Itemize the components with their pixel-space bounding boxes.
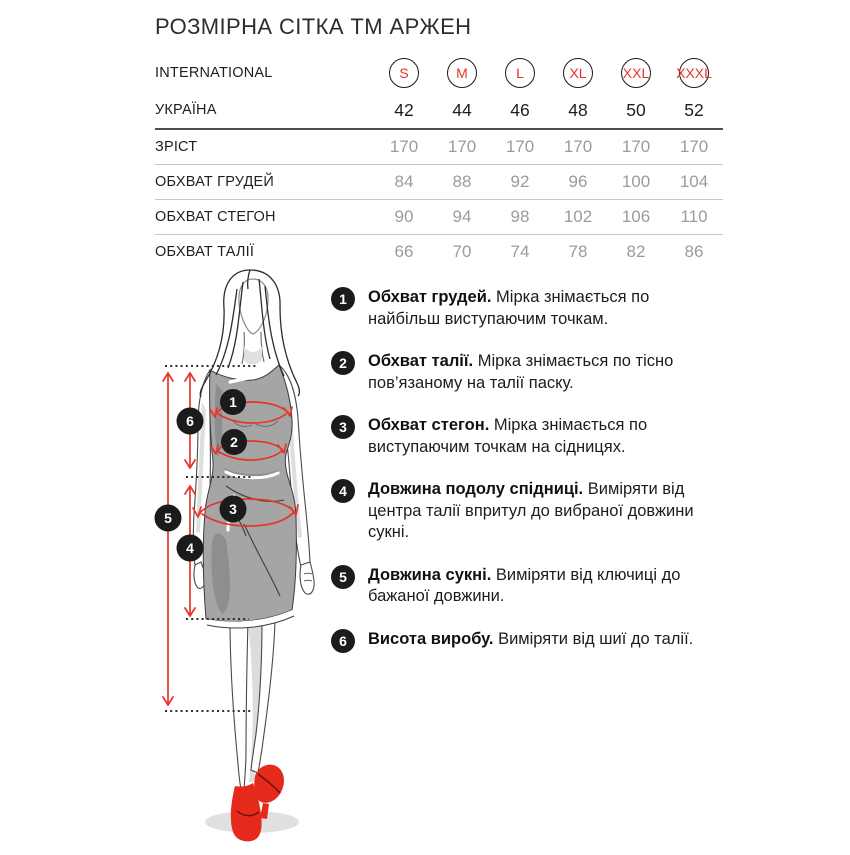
legend-item-3 [331,415,726,458]
table-cell: 42 [394,99,414,120]
size-letter: XXXL [676,65,712,81]
legend-term: Обхват стегон. [368,416,490,434]
legend-badge-5: 5 [331,565,355,589]
table-cell: 46 [510,99,530,120]
legend-item-2 [331,351,726,394]
legend-term: Обхват грудей. [368,288,492,306]
legend-term: Висота виробу. [368,629,494,648]
legend-badge-3: 3 [331,415,355,439]
legend-text-6 [368,629,700,651]
legend-text-5 [368,565,700,608]
legend-desc: Виміряти від шиї до талії. [498,629,694,648]
page-title: РОЗМІРНА СІТКА ТМ АРЖЕН [155,14,472,39]
size-circle-xxl [621,58,651,88]
legend-term: Обхват талії. [368,352,474,370]
figure-illustration [140,262,352,850]
table-row-chest [155,164,723,199]
table-cell: 170 [563,137,593,156]
legend-text-2 [368,351,700,394]
legend-desc: Виміряти від центра талії впритул до вибраної довжини сукні. [368,480,694,541]
legend-desc: Мірка знімається по найбільш виступаючим точкам. [368,288,650,328]
table-cell: 170 [621,137,651,156]
row-label-ukraine: УКРАЇНА [155,102,217,118]
size-letter: M [456,65,468,81]
measurement-legend [331,287,726,674]
table-cell: 74 [510,242,530,261]
table-cell: 170 [389,137,419,156]
size-letter: XXL [622,65,650,81]
legend-badge-6: 6 [331,629,355,653]
legend-text-4 [368,479,700,544]
row-label-height: ЗРІСТ [155,139,198,155]
row-label-waist: ОБХВАТ ТАЛІЇ [155,244,255,260]
legend-term: Довжина подолу спідниці. [368,480,584,498]
size-circle-s [389,58,419,88]
row-label-hips: ОБХВАТ СТЕГОН [155,209,276,225]
table-row-height [155,128,723,164]
legend-text-1 [368,287,700,330]
legend-item-6 [331,629,726,653]
legend-desc: Мірка знімається по тісно пов’язаному на талії паску. [368,352,674,392]
legend-desc: Виміряти від ключиці до бажаної довжини. [368,565,681,605]
legend-term: Довжина сукні. [368,565,492,584]
legend-badge-1: 1 [331,287,355,311]
table-cell: 92 [510,172,530,191]
legend-item-5 [331,565,726,608]
table-cell: 88 [452,172,472,191]
figure-badge-1-num: 1 [229,394,237,410]
size-circle-xl [563,58,593,88]
table-cell: 170 [447,137,477,156]
table-cell: 170 [505,137,535,156]
legend-text-3 [368,415,700,458]
size-letter: XL [569,65,587,81]
right-hand [300,562,314,594]
table-cell: 66 [394,242,414,261]
row-label-international: INTERNATIONAL [155,65,273,81]
table-cell: 52 [684,99,704,120]
table-cell: 44 [452,99,472,120]
front-leg [230,620,248,789]
figure-badge-5-num: 5 [164,510,172,526]
size-circle-xxxl [676,58,712,88]
table-cell: 98 [510,207,530,226]
table-row-hips [155,199,723,234]
table-row-international [155,54,723,92]
neck-shadow [244,346,262,365]
figure-badge-2-num: 2 [230,434,238,450]
legend-badge-4: 4 [331,479,355,503]
table-cell: 106 [621,207,651,226]
table-cell: 170 [679,137,709,156]
legend-item-1 [331,287,726,330]
table-cell: 48 [568,99,588,120]
table-cell: 96 [568,172,588,191]
table-cell: 110 [680,207,708,226]
legend-badge-2: 2 [331,351,355,375]
figure-badge-3-num: 3 [229,501,237,517]
table-cell: 102 [563,207,593,226]
table-row-ukraine [155,92,723,128]
table-cell: 70 [452,242,472,261]
size-table [155,54,723,269]
table-cell: 90 [394,207,414,226]
size-letter: S [399,65,409,81]
legend-item-4 [331,479,726,544]
table-cell: 94 [452,207,472,226]
table-cell: 78 [568,242,588,261]
row-label-chest: ОБХВАТ ГРУДЕЙ [155,174,275,190]
table-cell: 82 [626,242,646,261]
size-circle-m [447,58,477,88]
table-cell: 86 [684,242,704,261]
size-circle-l [505,58,535,88]
legend-desc: Мірка знімається по виступаючим точкам на сідницях. [368,416,648,456]
table-cell: 100 [621,172,651,191]
figure-badge-6-num: 6 [186,413,194,429]
table-cell: 50 [626,99,646,120]
figure-badge-4-num: 4 [186,540,194,556]
woman-sketch [140,262,352,850]
size-letter: L [516,65,524,81]
table-cell: 84 [394,172,414,191]
back-shoe [254,765,284,803]
table-cell: 104 [679,172,709,191]
